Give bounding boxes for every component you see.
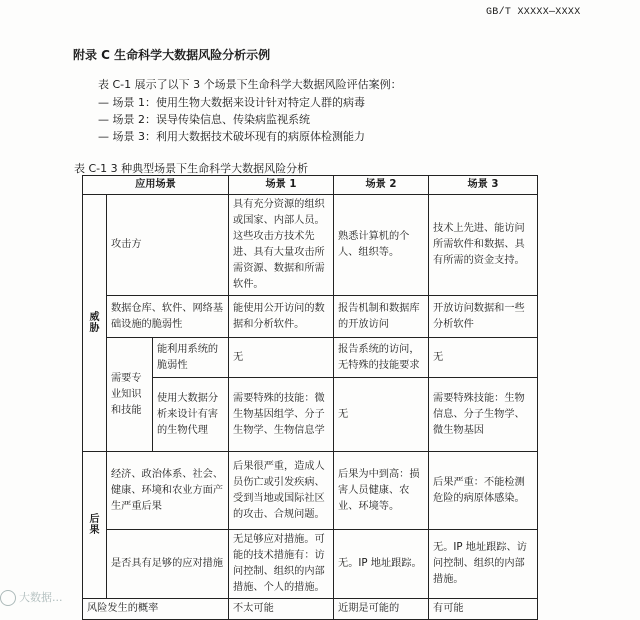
cell-impact-s2: 后果为中到高：损害人员健康、农业、环境等。 [334,452,429,530]
cell-response-s1: 无足够应对措施。可能的技术措施有：访问控制、组织的内部措施、个人的措施。 [229,530,334,599]
row-label-skills: 需要专业知识和技能 [107,338,153,452]
cell-attacker-s2: 熟悉计算机的个人、组织等。 [334,195,429,296]
group-threat-label: 威胁 [83,195,107,452]
list-item: — 场景 3：利用大数据技术破坏现有的病原体检测能力 [98,130,365,143]
table-row [83,599,538,620]
table-row [83,296,538,338]
row-label-skills-sub1: 能利用系统的脆弱性 [153,338,229,378]
row-label-response: 是否具有足够的应对措施 [107,530,229,599]
appendix-title: 附录 C 生命科学大数据风险分析示例 [73,48,271,62]
cell-skills-sub2-s2: 无 [334,378,429,452]
header-scenario-2: 场景 2 [334,176,429,195]
cell-probability-s3: 有可能 [429,599,538,620]
header-scenario-3: 场景 3 [429,176,538,195]
cell-impact-s1: 后果很严重，造成人员伤亡或引发疾病、受到当地或国际社区的攻击、合规问题。 [229,452,334,530]
watermark-text: 大数据... [19,591,63,604]
cell-skills-sub2-s3: 需要特殊技能：生物信息、分子生物学、微生物基因 [429,378,538,452]
row-label-skills-sub2: 使用大数据分析来设计有害的生物代理 [153,378,229,452]
cell-impact-s3: 后果严重：不能检测危险的病原体感染。 [429,452,538,530]
table-row [83,452,538,530]
risk-analysis-table [82,175,538,620]
standard-number: GB/T XXXXX—XXXX [486,7,581,18]
list-item: — 场景 2：误导传染信息、传染病监视系统 [98,113,310,126]
cell-probability-s2: 近期是可能的 [334,599,429,620]
cell-attacker-s1: 具有充分资源的组织或国家、内部人员。这些攻击方技术先进、具有大量攻击所需资源、数据和所需软件。 [229,195,334,296]
cell-skills-sub1-s2: 报告系统的访问，无特殊的技能要求 [334,338,429,378]
watermark [0,589,63,606]
cell-probability-s1: 不太可能 [229,599,334,620]
cell-skills-sub1-s1: 无 [229,338,334,378]
header-scenario-1: 场景 1 [229,176,334,195]
cell-skills-sub1-s3: 无 [429,338,538,378]
group-impact-label: 后果 [83,452,107,599]
cell-response-s3: 无。IP 地址跟踪、访问控制、组织的内部措施。 [429,530,538,599]
cell-skills-sub2-s1: 需要特殊的技能：微生物基因组学、分子生物学、生物信息学 [229,378,334,452]
row-label-impact: 经济、政治体系、社会、健康、环境和农业方面产生严重后果 [107,452,229,530]
row-label-probability: 风险发生的概率 [83,599,229,620]
header-application-scenario: 应用场景 [83,176,229,195]
cell-infra-s1: 能使用公开访问的数据和分析软件。 [229,296,334,338]
list-item: — 场景 1：使用生物大数据来设计针对特定人群的病毒 [98,96,365,109]
table-header-row [83,176,538,195]
table-caption: 表 C-1 3 种典型场景下生命科学大数据风险分析 [74,162,309,175]
watermark-logo-icon [0,590,16,606]
intro-lead: 表 C-1 展示了以下 3 个场景下生命科学大数据风险评估案例： [98,78,402,91]
table-row [83,530,538,599]
table-row [83,338,538,378]
cell-infra-s2: 报告机制和数据库的开放访问 [334,296,429,338]
cell-infra-s3: 开放访问数据和一些分析软件 [429,296,538,338]
cell-response-s2: 无。IP 地址跟踪。 [334,530,429,599]
row-label-infrastructure: 数据仓库、软件、网络基础设施的脆弱性 [107,296,229,338]
row-label-attacker: 攻击方 [107,195,229,296]
cell-attacker-s3: 技术上先进、能访问所需软件和数据、具有所需的资金支持。 [429,195,538,296]
table-row [83,195,538,296]
